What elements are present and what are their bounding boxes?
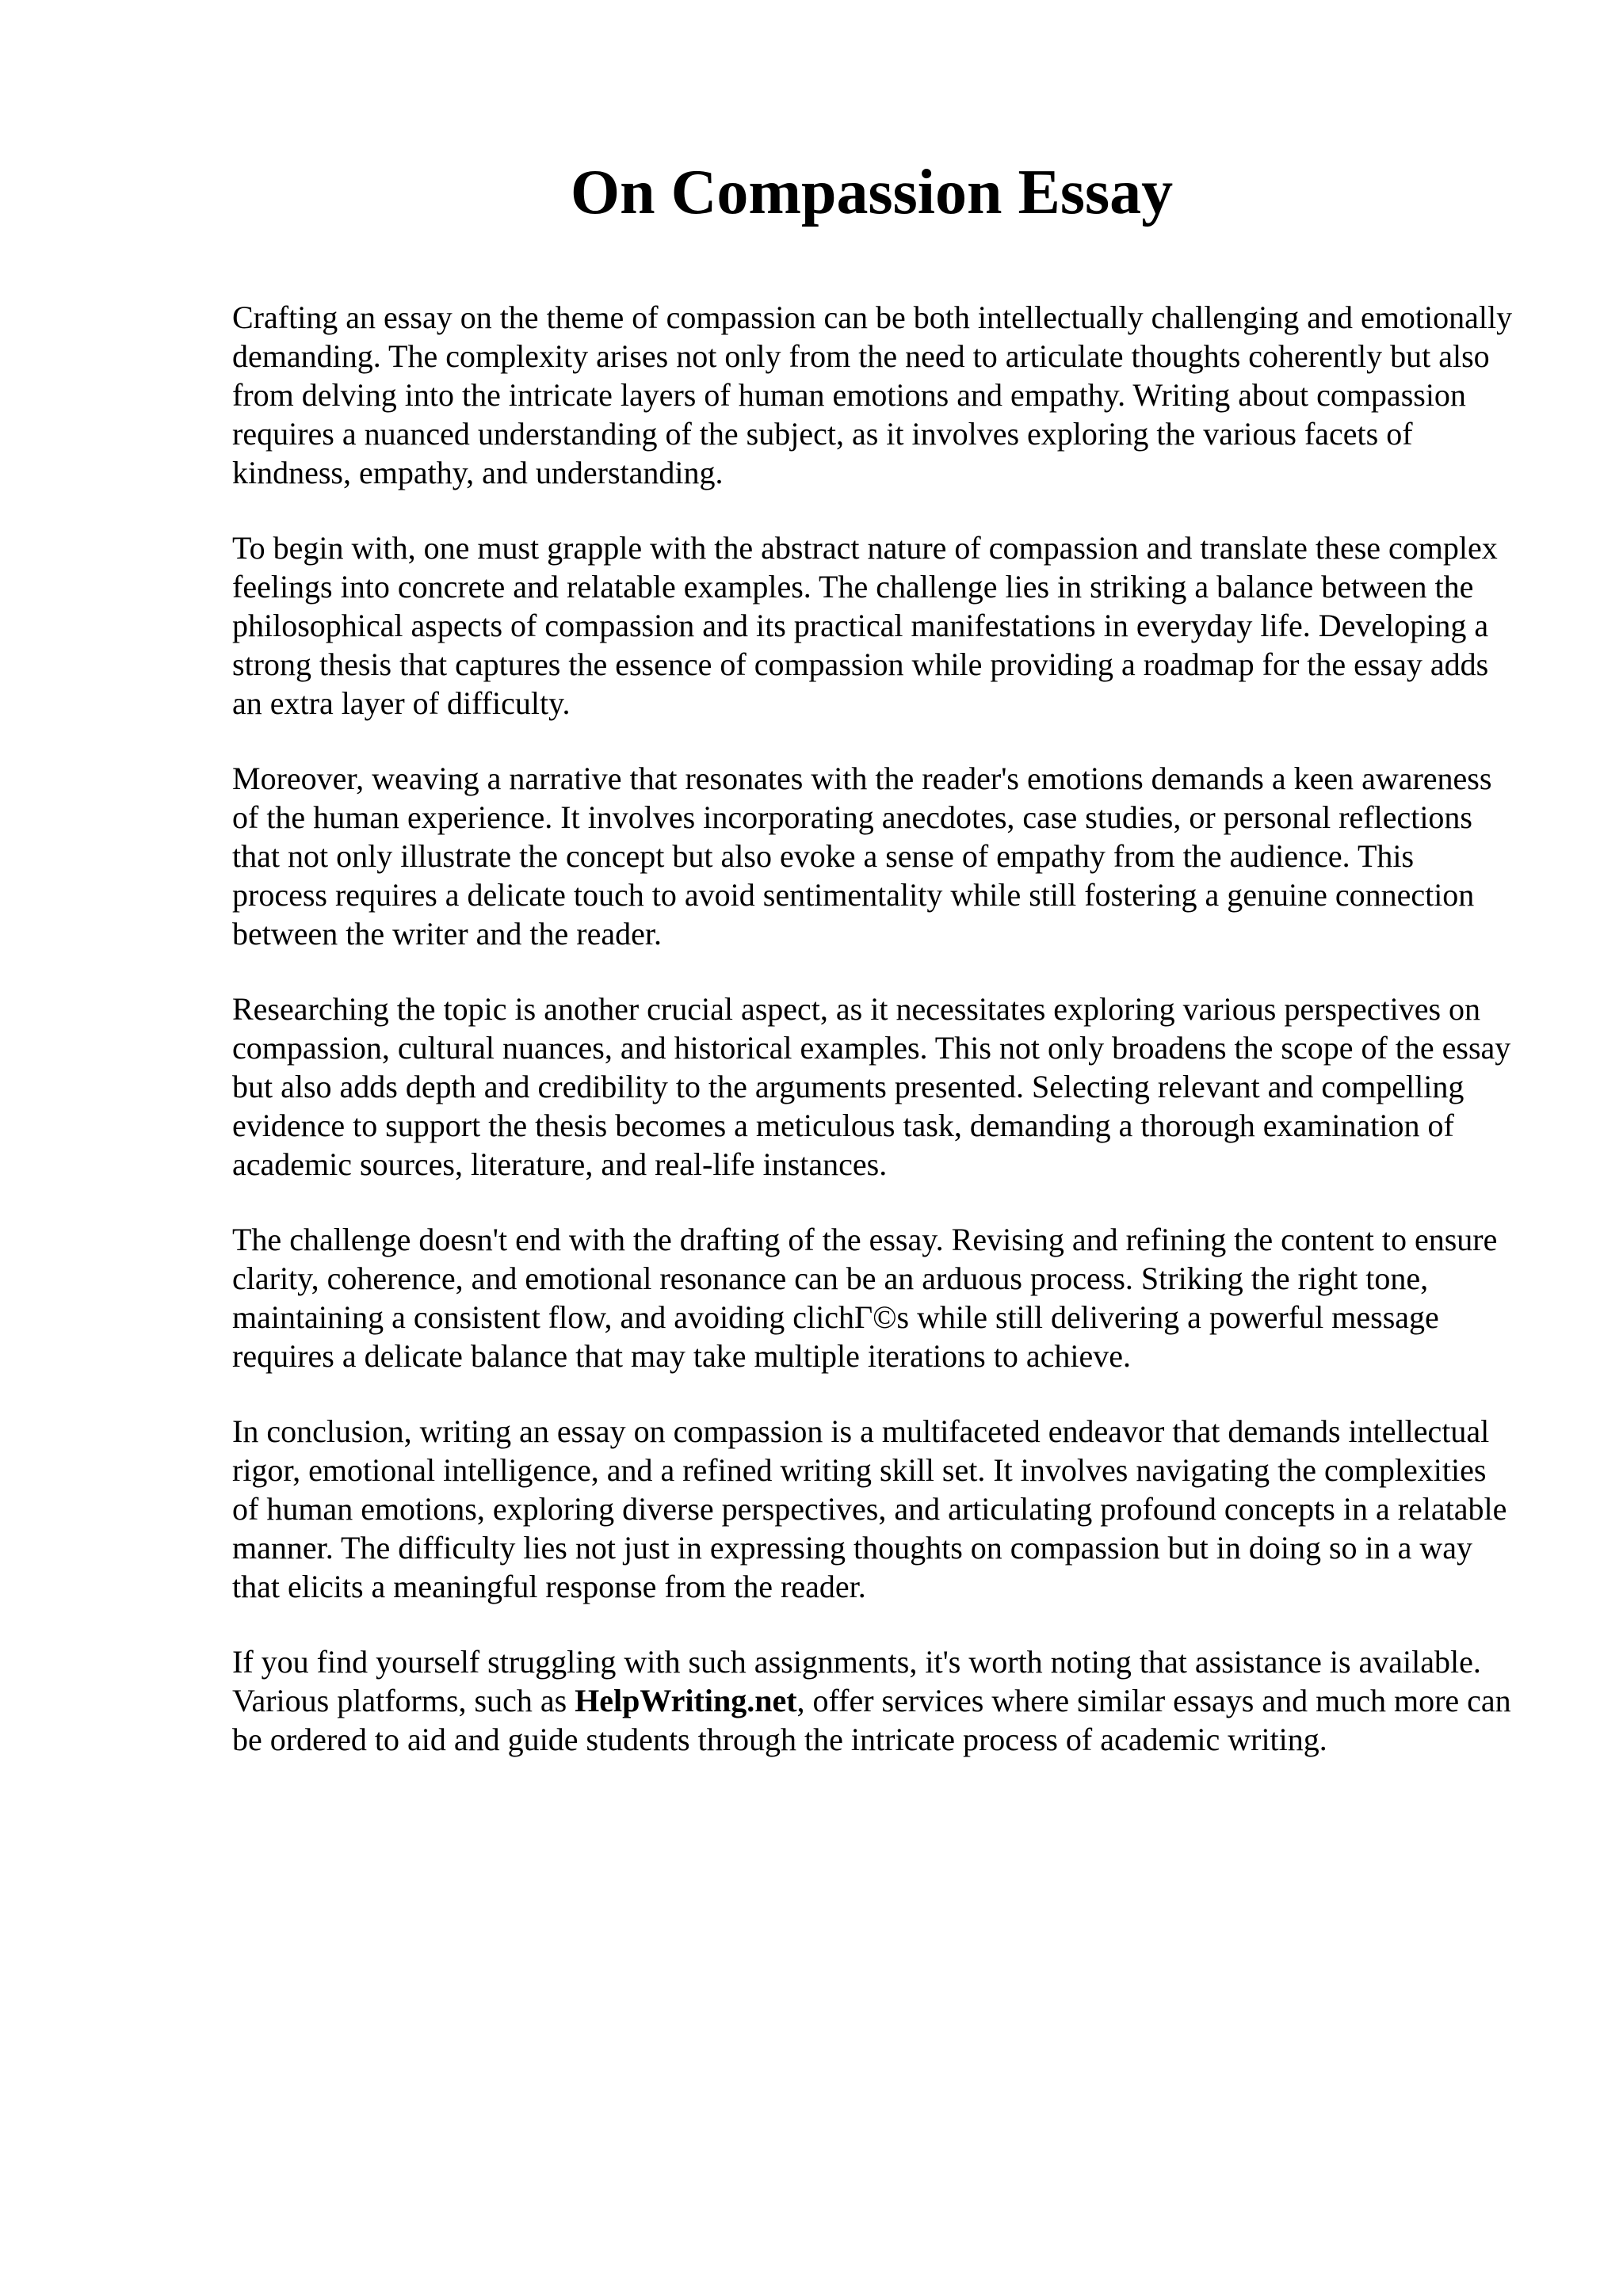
page-title: On Compassion Essay (570, 158, 1174, 227)
paragraph-6: In conclusion, writing an essay on compassion is a multifaceted endeavor that demands intellectual rigor, emotional intelligence, and a refined writing skill set. It involves navigating the complexities of human emotions, exploring diverse perspectives, and articulating profound concepts in a relatable manner. The difficulty lies not just in expressing thoughts on compassion but in doing so in a way that elicits a meaningful response from the reader. (232, 1413, 1507, 1604)
paragraph-3: Moreover, weaving a narrative that resonates with the reader's emotions demands a keen awareness of the human experience. It involves incorporating anecdotes, case studies, or personal reflections that not only illustrate the concept but also evoke a sense of empathy from the audience. This process requires a delicate touch to avoid sentimentality while still fostering a genuine connection between the writer and the reader. (232, 761, 1492, 952)
paragraph-1: Crafting an essay on the theme of compassion can be both intellectually challenging and emotionally demanding. The complexity arises not only from the need to articulate thoughts coherently but also from delving into the intricate layers of human emotions and empathy. Writing about compassion requires a nuanced understanding of the subject, as it involves exploring the various facets of kindness, empathy, and understanding. (232, 299, 1513, 490)
paragraph-2: To begin with, one must grapple with the abstract nature of compassion and translate these complex feelings into concrete and relatable examples. The challenge lies in striking a balance between the philosophical aspects of compassion and its practical manifestations in everyday life. Developing a strong thesis that captures the essence of compassion while providing a roadmap for the essay adds an extra layer of difficulty. (232, 530, 1498, 721)
paragraph-closing (232, 1642, 1516, 1759)
essay-body (232, 298, 1516, 1795)
closing-text-before: If you find yourself struggling with such assignments, it's worth noting that assistance is available. Various platforms, such as (232, 1644, 1481, 1718)
brand-name: HelpWriting.net (575, 1683, 797, 1718)
paragraph-5: The challenge doesn't end with the drafting of the essay. Revising and refining the content to ensure clarity, coherence, and emotional resonance can be an arduous process. Striking the right tone, maintaining a consistent flow, and avoiding clichΓ©s while still delivering a powerful message requires a delicate balance that may take multiple iterations to achieve. (232, 1222, 1498, 1374)
closing-text-after: , offer services where similar essays and much more can be ordered to aid and guide students through the intricate process of academic writing. (232, 1683, 1511, 1757)
paragraph-4: Researching the topic is another crucial aspect, as it necessitates exploring various perspectives on compassion, cultural nuances, and historical examples. This not only broadens the scope of the essay but also adds depth and credibility to the arguments presented. Selecting relevant and compelling evidence to support the thesis becomes a meticulous task, demanding a thorough examination of academic sources, literature, and real-life instances. (232, 991, 1511, 1182)
